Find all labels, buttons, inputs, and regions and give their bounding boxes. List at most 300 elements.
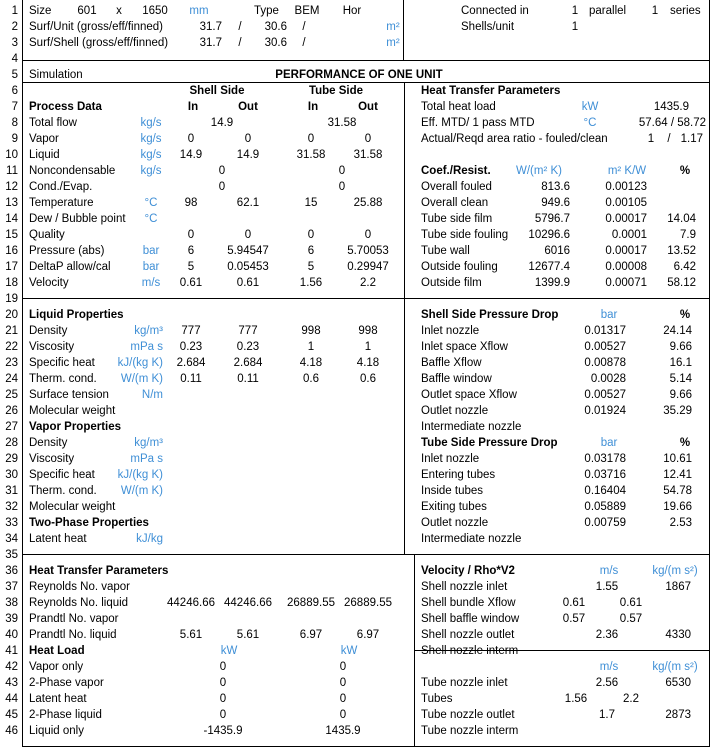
row-number: 20 bbox=[5, 309, 18, 321]
process-shell-value: 0 bbox=[218, 181, 226, 193]
heat-load-shell: 0 bbox=[219, 693, 227, 705]
resist-unit: m² K/W bbox=[607, 165, 647, 177]
tube-dp-value: 0.03178 bbox=[584, 453, 626, 465]
vapor-prop-label: Specific heat bbox=[29, 469, 95, 481]
row-number: 37 bbox=[5, 581, 18, 593]
htp-tube-out: 26889.55 bbox=[344, 597, 392, 609]
process-tube-in: 31.58 bbox=[296, 149, 326, 161]
rho-v2-tube: 6530 bbox=[665, 677, 691, 689]
size-label: Size bbox=[29, 5, 52, 17]
process-label: Vapor bbox=[29, 133, 59, 145]
connected-series: 1 bbox=[651, 5, 659, 17]
coef-value: 5796.7 bbox=[534, 213, 570, 225]
liquid-tube-in: 998 bbox=[301, 325, 321, 337]
row-number: 41 bbox=[5, 645, 18, 657]
process-unit: °C bbox=[144, 197, 158, 209]
vapor-prop-unit: W/(m K) bbox=[120, 485, 163, 497]
simulation-label: Simulation bbox=[29, 69, 83, 81]
type-label: Type bbox=[254, 5, 279, 17]
coef-resist-title: Coef./Resist. bbox=[421, 165, 491, 177]
velocity-shell-v2: 0.57 bbox=[619, 613, 643, 625]
velocity-shell-v: 1.55 bbox=[595, 581, 619, 593]
row-number: 44 bbox=[5, 693, 18, 705]
bottom-heat-transfer-title: Heat Transfer Parameters bbox=[29, 565, 169, 577]
process-shell-in: 14.9 bbox=[179, 149, 203, 161]
heat-load-tube: 0 bbox=[339, 693, 347, 705]
coef-pct: 58.12 bbox=[667, 277, 696, 289]
heat-load-tube: 0 bbox=[339, 661, 347, 673]
row-number: 18 bbox=[5, 277, 18, 289]
shell-dp-pct-header: % bbox=[679, 309, 691, 321]
coef-label: Overall clean bbox=[421, 197, 489, 209]
row-number: 35 bbox=[5, 549, 18, 561]
velocity-tube-label: Tube nozzle interm bbox=[421, 725, 519, 737]
velocity-unit-tube: m/s bbox=[599, 661, 619, 673]
coef-pct: 14.04 bbox=[667, 213, 696, 225]
tube-dp-value: 0.00759 bbox=[584, 517, 626, 529]
velocity-unit: m/s bbox=[599, 565, 619, 577]
process-shell-in: 6 bbox=[187, 245, 195, 257]
row-number: 38 bbox=[5, 597, 18, 609]
surf-unit-unit: m² bbox=[386, 21, 400, 33]
coef-value: 10296.6 bbox=[528, 229, 570, 241]
velocity-shell-label: Shell nozzle inlet bbox=[421, 581, 508, 593]
row-number: 14 bbox=[5, 213, 18, 225]
liquid-prop-unit: W/(m K) bbox=[120, 373, 163, 385]
process-unit: kg/s bbox=[140, 133, 162, 145]
row-number: 39 bbox=[5, 613, 18, 625]
coef-value: 1399.9 bbox=[534, 277, 570, 289]
shell-dp-pct: 9.66 bbox=[669, 341, 692, 353]
process-tube-in: 0 bbox=[307, 133, 315, 145]
coef-value: 813.6 bbox=[541, 181, 570, 193]
process-shell-in: 5 bbox=[187, 261, 195, 273]
process-tube-in: 5 bbox=[307, 261, 315, 273]
total-heat-unit: kW bbox=[581, 101, 599, 113]
liquid-shell-out: 0.11 bbox=[237, 373, 259, 385]
process-data-title: Process Data bbox=[29, 101, 102, 113]
area-ratio-clean: 1.17 bbox=[680, 133, 703, 145]
row-number: 5 bbox=[11, 69, 18, 81]
heat-load-unit-tube: kW bbox=[340, 645, 358, 657]
process-label: Total flow bbox=[29, 117, 77, 129]
shell-dp-pct: 16.1 bbox=[669, 357, 692, 369]
size-x: x bbox=[116, 5, 122, 17]
process-shell-out: 0.05453 bbox=[227, 261, 269, 273]
process-label: Dew / Bubble point bbox=[29, 213, 126, 225]
middle-separator-top bbox=[404, 82, 405, 554]
htp-tube-in: 6.97 bbox=[299, 629, 323, 641]
tube-dp-pct-header: % bbox=[679, 437, 691, 449]
heat-load-shell: 0 bbox=[219, 661, 227, 673]
row-number: 12 bbox=[5, 181, 18, 193]
process-label: Liquid bbox=[29, 149, 60, 161]
row-number: 23 bbox=[5, 357, 18, 369]
process-unit: kg/s bbox=[140, 149, 162, 161]
row-number: 10 bbox=[5, 149, 18, 161]
vapor-properties-title: Vapor Properties bbox=[29, 421, 122, 433]
resist-value: 0.00008 bbox=[605, 261, 647, 273]
process-tube-out: 0.29947 bbox=[347, 261, 389, 273]
process-unit: kg/s bbox=[140, 165, 162, 177]
tube-dp-label: Intermediate nozzle bbox=[421, 533, 522, 545]
tube-dp-label: Inlet nozzle bbox=[421, 453, 480, 465]
shell-dp-label: Baffle Xflow bbox=[421, 357, 482, 369]
row-number: 13 bbox=[5, 197, 18, 209]
shell-out-header: Out bbox=[238, 101, 258, 113]
row-number: 40 bbox=[5, 629, 18, 641]
coef-label: Outside film bbox=[421, 277, 482, 289]
row-number: 2 bbox=[11, 21, 18, 33]
row-number: 3 bbox=[11, 37, 18, 49]
shell-dp-label: Outlet space Xflow bbox=[421, 389, 517, 401]
shell-dp-value: 0.01317 bbox=[584, 325, 626, 337]
htp-tube-in: 26889.55 bbox=[287, 597, 335, 609]
row-number: 15 bbox=[5, 229, 18, 241]
process-shell-in: 0 bbox=[187, 133, 195, 145]
row-number: 1 bbox=[11, 5, 18, 17]
coef-pct: 7.9 bbox=[680, 229, 696, 241]
tube-dp-pct: 2.53 bbox=[669, 517, 692, 529]
process-label: Velocity bbox=[29, 277, 69, 289]
row-number: 17 bbox=[5, 261, 18, 273]
coef-label: Overall fouled bbox=[421, 181, 492, 193]
velocity-tube-v1: 1.56 bbox=[564, 693, 588, 705]
surf-unit-gross: 31.7 bbox=[199, 21, 222, 33]
htp-label: Reynolds No. liquid bbox=[29, 597, 129, 609]
shell-in-header: In bbox=[187, 101, 199, 113]
resist-value: 0.00017 bbox=[605, 213, 647, 225]
heat-load-label: Latent heat bbox=[29, 693, 87, 705]
htp-shell-in: 44246.66 bbox=[167, 597, 215, 609]
vapor-prop-label: Molecular weight bbox=[29, 501, 116, 513]
left-border bbox=[22, 0, 23, 747]
tube-dp-unit: bar bbox=[600, 437, 618, 449]
rho-v2-tube: 2873 bbox=[665, 709, 691, 721]
process-tube-out: 31.58 bbox=[353, 149, 383, 161]
heat-load-shell: -1435.9 bbox=[203, 725, 243, 737]
vapor-prop-label: Therm. cond. bbox=[29, 485, 97, 497]
resist-value: 0.00123 bbox=[605, 181, 647, 193]
page-title: PERFORMANCE OF ONE UNIT bbox=[275, 69, 443, 81]
divider-row-19 bbox=[22, 298, 710, 299]
row-number: 34 bbox=[5, 533, 18, 545]
heat-load-label: 2-Phase liquid bbox=[29, 709, 102, 721]
coef-value: 6016 bbox=[544, 245, 570, 257]
latent-heat-unit: kJ/kg bbox=[136, 533, 163, 545]
row-number: 46 bbox=[5, 725, 18, 737]
tube-dp-label: Exiting tubes bbox=[421, 501, 487, 513]
parallel-label: parallel bbox=[589, 5, 627, 17]
process-unit: bar bbox=[142, 261, 160, 273]
velocity-shell-v1: 0.61 bbox=[562, 597, 586, 609]
mtd-value: 57.64 / 58.72 bbox=[638, 117, 706, 129]
process-shell-out: 14.9 bbox=[236, 149, 260, 161]
shell-side-header: Shell Side bbox=[189, 85, 245, 97]
row-number: 45 bbox=[5, 709, 18, 721]
shell-dp-value: 0.00527 bbox=[584, 341, 626, 353]
htp-tube-out: 6.97 bbox=[356, 629, 380, 641]
velocity-shell-label: Shell bundle Xflow bbox=[421, 597, 516, 609]
row-number: 33 bbox=[5, 517, 18, 529]
coef-pct: 13.52 bbox=[667, 245, 696, 257]
process-tube-out: 0 bbox=[364, 229, 372, 241]
two-phase-title: Two-Phase Properties bbox=[29, 517, 149, 529]
liquid-properties-title: Liquid Properties bbox=[29, 309, 124, 321]
surf-unit-slash: / bbox=[238, 21, 242, 33]
rho-v2-shell: 4330 bbox=[665, 629, 691, 641]
resist-value: 0.00071 bbox=[605, 277, 647, 289]
coef-label: Tube side fouling bbox=[421, 229, 509, 241]
shell-dp-value: 0.01924 bbox=[584, 405, 626, 417]
liquid-prop-unit: kg/m³ bbox=[134, 325, 163, 337]
tube-dp-label: Outlet nozzle bbox=[421, 517, 489, 529]
coef-label: Outside fouling bbox=[421, 261, 498, 273]
row-number: 16 bbox=[5, 245, 18, 257]
heat-load-tube: 0 bbox=[339, 677, 347, 689]
heat-load-tube: 0 bbox=[339, 709, 347, 721]
latent-heat-label: Latent heat bbox=[29, 533, 87, 545]
liquid-shell-in: 0.11 bbox=[180, 373, 202, 385]
rho-v2-unit: kg/(m s²) bbox=[652, 565, 698, 577]
velocity-tube-label: Tubes bbox=[421, 693, 453, 705]
tube-dp-label: Inside tubes bbox=[421, 485, 484, 497]
mtd-label: Eff. MTD/ 1 pass MTD bbox=[421, 117, 535, 129]
liquid-tube-in: 1 bbox=[307, 341, 315, 353]
process-tube-value: 31.58 bbox=[327, 117, 357, 129]
velocity-shell-v1: 0.57 bbox=[562, 613, 586, 625]
shell-dp-label: Intermediate nozzle bbox=[421, 421, 522, 433]
liquid-prop-label: Specific heat bbox=[29, 357, 95, 369]
surf-unit-slash: / bbox=[302, 21, 306, 33]
bottom-border bbox=[22, 746, 710, 747]
connected-parallel: 1 bbox=[571, 5, 579, 17]
process-unit: m/s bbox=[141, 277, 161, 289]
size-length: 1650 bbox=[142, 5, 168, 17]
liquid-tube-in: 4.18 bbox=[299, 357, 323, 369]
coef-value: 949.6 bbox=[541, 197, 570, 209]
liquid-shell-out: 0.23 bbox=[236, 341, 260, 353]
row-number: 30 bbox=[5, 469, 18, 481]
surf-unit-label: Surf/Unit (gross/eff/finned) bbox=[29, 21, 164, 33]
process-label: Temperature bbox=[29, 197, 94, 209]
orientation-value: Hor bbox=[342, 5, 362, 17]
htp-label: Prandtl No. vapor bbox=[29, 613, 119, 625]
tube-dp-value: 0.03716 bbox=[584, 469, 626, 481]
divider-row-35 bbox=[22, 554, 710, 555]
tube-side-header: Tube Side bbox=[308, 85, 364, 97]
velocity-shell-v2: 0.61 bbox=[619, 597, 643, 609]
surf-shell-label: Surf/Shell (gross/eff/finned) bbox=[29, 37, 169, 49]
shell-dp-value: 0.00878 bbox=[584, 357, 626, 369]
shell-dp-pct: 5.14 bbox=[669, 373, 692, 385]
row-number: 25 bbox=[5, 389, 18, 401]
liquid-tube-out: 4.18 bbox=[356, 357, 380, 369]
shells-label: Shells/unit bbox=[461, 21, 515, 33]
process-tube-in: 1.56 bbox=[299, 277, 323, 289]
coef-pct-header: % bbox=[679, 165, 691, 177]
vapor-prop-unit: kg/m³ bbox=[134, 437, 163, 449]
tube-dp-value: 0.05889 bbox=[584, 501, 626, 513]
tube-dp-title: Tube Side Pressure Drop bbox=[421, 437, 558, 449]
process-tube-out: 25.88 bbox=[353, 197, 383, 209]
heat-transfer-title: Heat Transfer Parameters bbox=[421, 85, 561, 97]
velocity-shell-v: 2.36 bbox=[595, 629, 619, 641]
shell-dp-pct: 35.29 bbox=[663, 405, 692, 417]
htp-label: Prandtl No. liquid bbox=[29, 629, 117, 641]
process-label: Noncondensable bbox=[29, 165, 116, 177]
process-shell-out: 5.94547 bbox=[227, 245, 269, 257]
heat-load-tube: 1435.9 bbox=[325, 725, 361, 737]
liquid-shell-in: 2.684 bbox=[176, 357, 206, 369]
htp-shell-in: 5.61 bbox=[179, 629, 203, 641]
liquid-shell-in: 777 bbox=[181, 325, 201, 337]
htp-shell-out: 44246.66 bbox=[224, 597, 272, 609]
process-shell-in: 98 bbox=[184, 197, 198, 209]
liquid-shell-out: 777 bbox=[238, 325, 258, 337]
shell-dp-label: Inlet nozzle bbox=[421, 325, 480, 337]
tube-dp-pct: 19.66 bbox=[663, 501, 692, 513]
process-label: Quality bbox=[29, 229, 65, 241]
process-unit: °C bbox=[144, 213, 158, 225]
process-tube-out: 2.2 bbox=[360, 277, 376, 289]
surf-shell-slash: / bbox=[238, 37, 242, 49]
heat-load-title: Heat Load bbox=[29, 645, 85, 657]
liquid-prop-unit: kJ/(kg K) bbox=[117, 357, 163, 369]
row-number: 11 bbox=[6, 165, 18, 177]
heat-load-label: 2-Phase vapor bbox=[29, 677, 104, 689]
size-unit: mm bbox=[189, 5, 209, 17]
process-label: Pressure (abs) bbox=[29, 245, 105, 257]
liquid-tube-out: 998 bbox=[358, 325, 378, 337]
liquid-prop-label: Density bbox=[29, 325, 68, 337]
title-underline bbox=[22, 82, 710, 83]
process-tube-out: 0 bbox=[364, 133, 372, 145]
row-number: 8 bbox=[11, 117, 18, 129]
row-number: 43 bbox=[5, 677, 18, 689]
velocity-tube-label: Tube nozzle inlet bbox=[421, 677, 508, 689]
process-tube-in: 15 bbox=[304, 197, 318, 209]
rho-v2-unit-tube: kg/(m s²) bbox=[652, 661, 698, 673]
tube-dp-pct: 12.41 bbox=[663, 469, 692, 481]
surf-shell-slash: / bbox=[302, 37, 306, 49]
row-number: 26 bbox=[5, 405, 18, 417]
velocity-tube-v2: 2.2 bbox=[623, 693, 639, 705]
total-heat-value: 1435.9 bbox=[653, 101, 689, 113]
process-tube-value: 0 bbox=[338, 181, 346, 193]
vapor-prop-label: Viscosity bbox=[29, 453, 75, 465]
process-tube-in: 6 bbox=[307, 245, 315, 257]
row-number: 29 bbox=[5, 453, 18, 465]
process-shell-out: 0 bbox=[244, 133, 252, 145]
shells-value: 1 bbox=[571, 21, 579, 33]
tube-dp-label: Entering tubes bbox=[421, 469, 496, 481]
total-heat-label: Total heat load bbox=[421, 101, 496, 113]
shell-dp-pct: 9.66 bbox=[669, 389, 692, 401]
mtd-unit: °C bbox=[583, 117, 597, 129]
surf-shell-unit: m² bbox=[386, 37, 400, 49]
area-ratio-label: Actual/Reqd area ratio - fouled/clean bbox=[421, 133, 608, 145]
velocity-tube-v: 1.7 bbox=[599, 709, 615, 721]
surf-shell-gross: 31.7 bbox=[199, 37, 222, 49]
row-number: 4 bbox=[11, 53, 18, 65]
liquid-prop-label: Viscosity bbox=[29, 341, 75, 353]
coef-pct: 6.42 bbox=[673, 261, 696, 273]
vapor-prop-unit: mPa s bbox=[130, 453, 163, 465]
row-number: 42 bbox=[5, 661, 18, 673]
shell-dp-unit: bar bbox=[600, 309, 618, 321]
heat-load-shell: 0 bbox=[219, 709, 227, 721]
middle-separator-bottom bbox=[414, 554, 415, 746]
size-diameter: 601 bbox=[77, 5, 97, 17]
liquid-tube-out: 0.6 bbox=[360, 373, 376, 385]
shell-dp-label: Baffle window bbox=[421, 373, 492, 385]
velocity-title: Velocity / Rho*V2 bbox=[421, 565, 515, 577]
row-number: 9 bbox=[11, 133, 18, 145]
shell-dp-pct: 24.14 bbox=[663, 325, 692, 337]
row-number: 22 bbox=[5, 341, 18, 353]
shell-dp-label: Inlet space Xflow bbox=[421, 341, 508, 353]
liquid-tube-out: 1 bbox=[364, 341, 372, 353]
process-shell-out: 0 bbox=[244, 229, 252, 241]
area-ratio-fouled: 1 bbox=[647, 133, 655, 145]
process-label: Cond./Evap. bbox=[29, 181, 93, 193]
coef-label: Tube side film bbox=[421, 213, 493, 225]
resist-value: 0.00105 bbox=[605, 197, 647, 209]
liquid-prop-label: Surface tension bbox=[29, 389, 109, 401]
process-tube-out: 5.70053 bbox=[347, 245, 389, 257]
coef-value: 12677.4 bbox=[528, 261, 570, 273]
shell-dp-label: Outlet nozzle bbox=[421, 405, 489, 417]
tube-in-header: In bbox=[307, 101, 319, 113]
heat-load-label: Vapor only bbox=[29, 661, 84, 673]
area-ratio-slash: / bbox=[667, 133, 671, 145]
liquid-prop-unit: N/m bbox=[141, 389, 163, 401]
header-divider bbox=[22, 60, 710, 61]
process-shell-out: 62.1 bbox=[236, 197, 260, 209]
connected-label: Connected in bbox=[461, 5, 529, 17]
row-number: 21 bbox=[5, 325, 18, 337]
liquid-tube-in: 0.6 bbox=[303, 373, 319, 385]
tube-dp-value: 0.16404 bbox=[584, 485, 626, 497]
velocity-shell-label: Shell nozzle interm bbox=[421, 645, 519, 657]
surf-unit-eff: 30.6 bbox=[264, 21, 287, 33]
coef-unit: W/(m² K) bbox=[516, 165, 562, 177]
velocity-shell-label: Shell nozzle outlet bbox=[421, 629, 515, 641]
process-unit: kg/s bbox=[140, 117, 162, 129]
row-number: 36 bbox=[5, 565, 18, 577]
row-number: 7 bbox=[11, 101, 18, 113]
resist-value: 0.0001 bbox=[611, 229, 647, 241]
vapor-prop-label: Density bbox=[29, 437, 68, 449]
heat-load-shell: 0 bbox=[219, 677, 227, 689]
row-number: 6 bbox=[11, 85, 18, 97]
tube-dp-pct: 54.78 bbox=[663, 485, 692, 497]
liquid-prop-label: Molecular weight bbox=[29, 405, 116, 417]
series-label: series bbox=[670, 5, 701, 17]
row-number: 32 bbox=[5, 501, 18, 513]
row-number: 28 bbox=[5, 437, 18, 449]
liquid-shell-out: 2.684 bbox=[233, 357, 263, 369]
heat-load-label: Liquid only bbox=[29, 725, 84, 737]
process-shell-in: 0 bbox=[187, 229, 195, 241]
surf-shell-eff: 30.6 bbox=[264, 37, 287, 49]
liquid-prop-unit: mPa s bbox=[130, 341, 163, 353]
type-value: BEM bbox=[294, 5, 320, 17]
process-unit: bar bbox=[142, 245, 160, 257]
rho-v2-shell: 1867 bbox=[665, 581, 691, 593]
velocity-shell-label: Shell baffle window bbox=[421, 613, 520, 625]
